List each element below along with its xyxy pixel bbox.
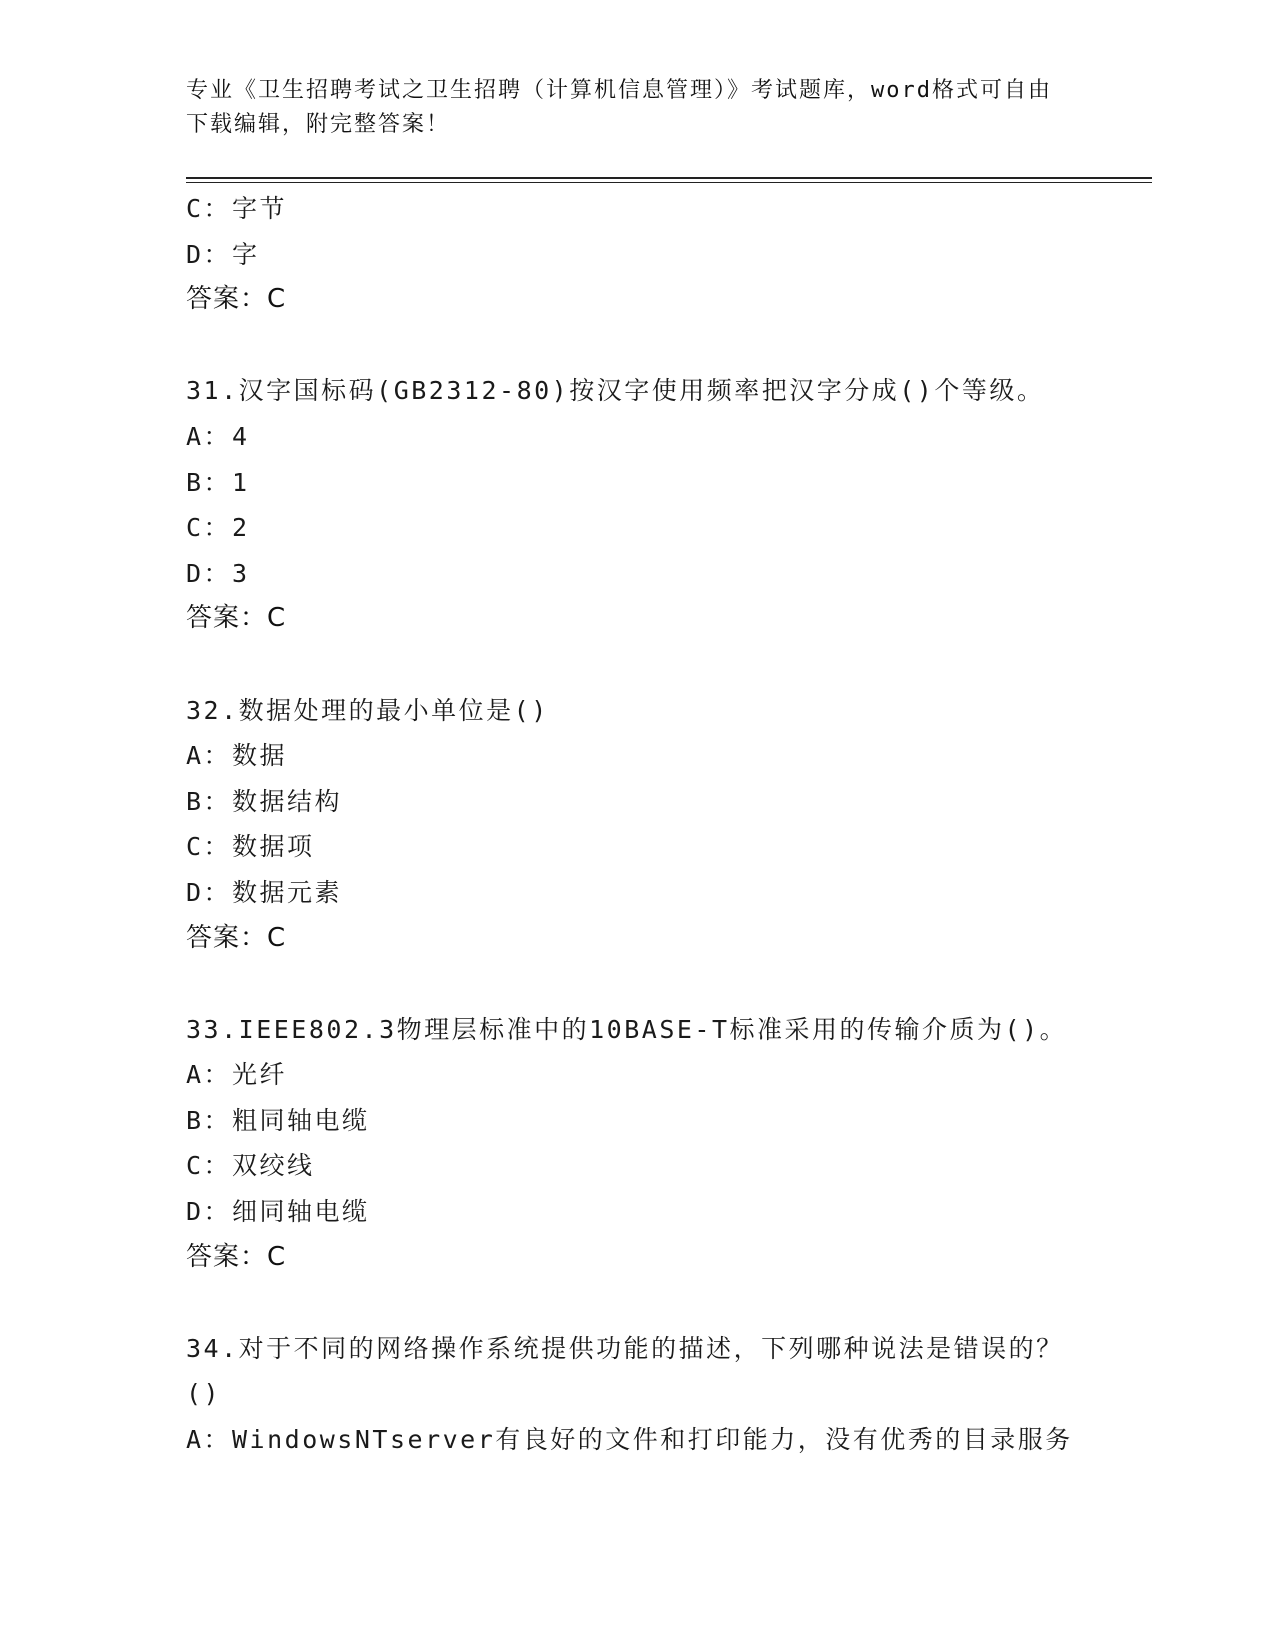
- question-stem: 32.数据处理的最小单位是(): [186, 695, 549, 725]
- option-text: 数据元素: [232, 877, 343, 907]
- option-text: 1: [232, 467, 250, 497]
- option-text: 数据: [232, 741, 288, 771]
- option-text: 3: [232, 558, 250, 588]
- option-label: D：: [186, 877, 232, 907]
- option-label: A：: [186, 1425, 232, 1455]
- question-stem: 31.汉字国标码(GB2312-80)按汉字使用频率把汉字分成()个等级。: [186, 376, 1045, 406]
- option-text: 数据项: [232, 832, 315, 862]
- option-text: WindowsNTserver有良好的文件和打印能力，没有优秀的目录服务: [232, 1425, 1073, 1455]
- option-c: [186, 824, 1086, 870]
- option-label: A：: [186, 741, 232, 771]
- option-label: C：: [186, 513, 232, 543]
- option-label: D：: [186, 558, 232, 588]
- option-a: [186, 733, 1086, 779]
- document-header: 专业《卫生招聘考试之卫生招聘（计算机信息管理）》考试题库，word格式可自由下载编辑，附完整答案！: [186, 78, 1052, 137]
- option-text: 细同轴电缆: [232, 1197, 370, 1227]
- option-text: 光纤: [232, 1060, 288, 1090]
- option-label: C：: [186, 194, 232, 223]
- option-d: [186, 551, 1086, 597]
- option-d: [186, 1189, 1086, 1235]
- option-text: 数据结构: [232, 786, 343, 816]
- option-a: [186, 414, 1086, 460]
- option-a: [186, 1052, 1086, 1098]
- option-label: A：: [186, 1060, 232, 1090]
- option-text: 字: [232, 239, 260, 269]
- option-c: [186, 186, 1086, 232]
- option-text: 4: [232, 421, 250, 451]
- option-label: C：: [186, 1151, 232, 1181]
- option-label: B：: [186, 1105, 232, 1135]
- option-label: D：: [186, 1197, 232, 1227]
- option-text: 2: [232, 513, 250, 543]
- spacer: [186, 1280, 1086, 1326]
- spacer: [186, 642, 1086, 688]
- option-b: [186, 1098, 1086, 1144]
- spacer: [186, 323, 1086, 369]
- header-rule-thin: [186, 182, 1152, 183]
- answer-line: 答案：C: [186, 603, 287, 634]
- option-b: [186, 779, 1086, 825]
- option-text: 双绞线: [232, 1151, 315, 1181]
- question-stem: 33.IEEE802.3物理层标准中的10BASE-T标准采用的传输介质为()。: [186, 1014, 1068, 1044]
- answer-line: 答案：C: [186, 1241, 287, 1272]
- option-c: [186, 505, 1086, 551]
- spacer: [186, 961, 1086, 1007]
- option-label: A：: [186, 421, 232, 451]
- option-label: B：: [186, 786, 232, 816]
- option-label: D：: [186, 239, 232, 269]
- option-text: 粗同轴电缆: [232, 1105, 370, 1135]
- option-b: [186, 460, 1086, 506]
- option-d: [186, 232, 1086, 278]
- option-d: [186, 870, 1086, 916]
- option-a: [186, 1417, 1086, 1463]
- question-stem: 34.对于不同的网络操作系统提供功能的描述，下列哪种说法是错误的？(): [186, 1333, 1064, 1409]
- question-content: [186, 186, 1086, 1463]
- answer-line: 答案：C: [186, 922, 287, 953]
- option-label: C：: [186, 832, 232, 862]
- header-rule-thick: [186, 177, 1152, 179]
- option-text: 字节: [232, 194, 288, 223]
- answer-line: 答案：C: [186, 284, 287, 315]
- option-label: B：: [186, 467, 232, 497]
- option-c: [186, 1143, 1086, 1189]
